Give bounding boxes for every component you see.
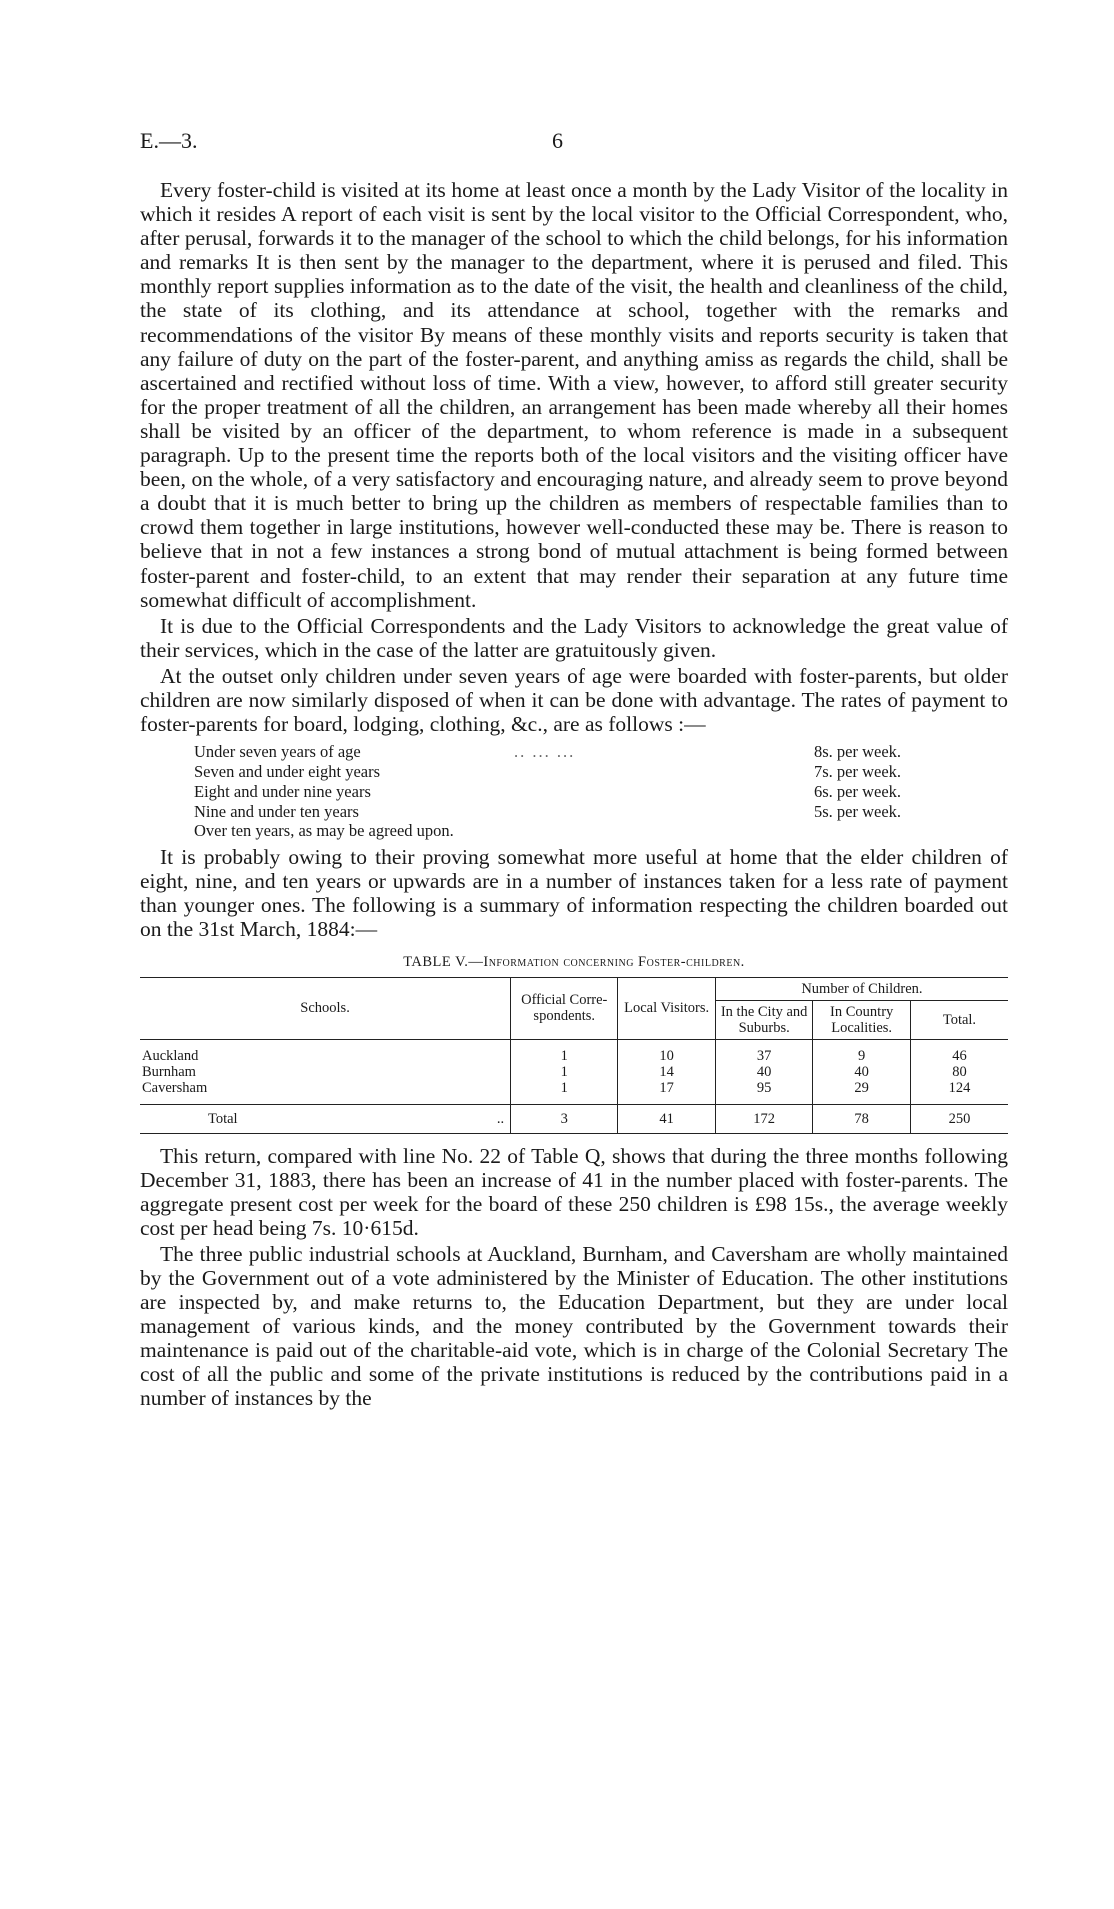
table-title (140, 954, 1008, 971)
cell-city: 40 (715, 1064, 813, 1080)
total-city: 172 (715, 1104, 813, 1133)
rate-age: Eight and under nine years (194, 781, 371, 801)
rate-leader-dots (514, 802, 814, 822)
paragraph-industrial-schools: The three public industrial schools at Auckland, Burnham, and Caversham are wholly maintained by the Government out of a vote administered by the Minister of Education. The other institutions are inspected by, and make returns to, the Education Department, but they are under local management of various kinds, and the money contributed by the Government towards their maintenance is paid out of the charitable-aid vote, which is in charge of the Colonial Secretary The cost of all the public and some of the private institutions is reduced by the contributions paid in a number of instances by the (140, 1241, 1008, 1411)
cell-local: 14 (618, 1064, 716, 1080)
table-title-prefix: TABLE V.— (403, 953, 484, 970)
rate-age: Nine and under ten years (194, 801, 359, 821)
rate-age: Under seven years of age (194, 742, 361, 762)
cell-city: 37 (715, 1039, 813, 1064)
header-total: Total. (910, 1000, 1008, 1039)
cell-local: 17 (618, 1080, 716, 1105)
document-reference: E.—3. (140, 128, 198, 153)
cell-official: 1 (511, 1039, 618, 1064)
cell-school-name: Burnham (142, 1063, 196, 1080)
table-row (140, 1064, 1008, 1080)
header-local-visitors: Local Visitors. (618, 977, 716, 1039)
rate-row (194, 821, 934, 841)
paragraph-summary-intro: It is probably owing to their proving somewhat more useful at home that the elder children of eight, nine, and ten years or upwards are in a number of instances taken for a less rate of payment than younger ones. The following is a summary of information respecting the children boarded out on the 31st March, 1884:— (140, 845, 1008, 942)
total-label: Total (208, 1110, 238, 1127)
rate-amount (814, 821, 934, 841)
paragraph-payment-rates: At the outset only children under seven years of age were boarded with foster-parents, but older children are now similarly disposed of when it can be done with advantage. The rates of payment to foster-parents for board, lodging, clothing, &c., are as follows :— (140, 663, 1008, 737)
rate-row (194, 782, 934, 802)
total-local: 41 (618, 1104, 716, 1133)
paragraph-acknowledgement: It is due to the Official Correspondents and the Lady Visitors to acknowledge the great value of their services, which in the case of the latter are gratuitously given. (140, 613, 1008, 662)
cell-school-name: Auckland (142, 1047, 199, 1064)
cell-country: 29 (813, 1080, 911, 1105)
cell-official: 1 (511, 1064, 618, 1080)
rate-amount: 8s. per week. (814, 742, 902, 762)
rate-amount: 7s. per week. (814, 761, 902, 781)
total-country: 78 (813, 1104, 911, 1133)
header-number-of-children: Number of Children. (715, 977, 1008, 1000)
rate-row (194, 762, 934, 782)
paragraph-return-comparison: This return, compared with line No. 22 of Table Q, shows that during the three months following December 31, 1883, there has been an increase of 41 in the number placed with foster-parents. The aggregate present cost per week for the board of these 250 children is £98 15s., the average weekly cost per head being 7s. 10·615d. (140, 1143, 1008, 1240)
rate-leader-dots: .. ... ... (514, 742, 576, 762)
cell-city: 95 (715, 1080, 813, 1105)
header-official-correspondents: Official Corre-spondents. (511, 977, 618, 1039)
table-title-text: Information concerning Foster-children. (483, 953, 745, 970)
page-body (140, 178, 1008, 1413)
header-city-suburbs: In the City and Suburbs. (715, 1000, 813, 1039)
header-country-localities: In Country Localities. (813, 1000, 911, 1039)
cell-total: 124 (910, 1080, 1008, 1105)
table-row (140, 1080, 1008, 1105)
total-label-cell (140, 1104, 511, 1133)
rate-leader-dots (514, 821, 814, 841)
total-official: 3 (511, 1104, 618, 1133)
rate-row (194, 742, 934, 762)
table-total-row (140, 1104, 1008, 1133)
rate-amount: 5s. per week. (814, 801, 902, 821)
rate-amount: 6s. per week. (814, 781, 902, 801)
total-leader-dots: .. (496, 1110, 505, 1127)
rate-age: Over ten years, as may be agreed upon. (194, 821, 454, 841)
table-row (140, 1039, 1008, 1064)
cell-school-name: Caversham (142, 1079, 208, 1096)
header-schools: Schools. (300, 1000, 350, 1017)
rate-leader-dots (514, 762, 814, 782)
after-table-section (140, 1144, 1008, 1411)
cell-total: 46 (910, 1039, 1008, 1064)
paragraph-foster-visits: Every foster-child is visited at its home at least once a month by the Lady Visitor of the locality in which it resides A report of each visit is sent by the local visitor to the Official Correspondent, who, after perusal, forwards it to the manager of the school to which the child belongs, for his information and remarks It is then sent by the manager to the department, where it is perused and filed. This monthly report supplies information as to the date of the visit, the health and cleanliness of the child, the state of its clothing, and its attendance at school, together with the remarks and recommendations of the visitor By means of these monthly visits and reports security is taken that any failure of duty on the part of the foster-parent, and anything amiss as regards the child, shall be ascertained and rectified without loss of time. With a view, however, to afford still greater security for the proper treatment of all the children, an arrangement has been made whereby all their homes shall be visited by an officer of the department, to whom reference is made in a subsequent paragraph. Up to the present time the reports both of the local visitors and the visiting officer have been, on the whole, of a very satisfactory and encouraging nature, and already seem to prove beyond a doubt that it is much better to bring up the children as members of respectable families than to crowd them together in large institutions, however well-conducted these may be. There is reason to believe that in not a few instances a strong bond of mutual attachment is being formed between foster-parent and foster-child, to an extent that may render their separation at any future time somewhat difficult of accomplishment. (140, 178, 1008, 612)
page-number: 6 (552, 128, 563, 153)
rate-age: Seven and under eight years (194, 761, 381, 781)
total-total: 250 (910, 1104, 1008, 1133)
foster-children-table (140, 977, 1008, 1134)
cell-official: 1 (511, 1080, 618, 1105)
cell-country: 40 (813, 1064, 911, 1080)
cell-country: 9 (813, 1039, 911, 1064)
rate-leader-dots (514, 782, 814, 802)
rates-list (194, 742, 934, 841)
cell-total: 80 (910, 1064, 1008, 1080)
cell-local: 10 (618, 1039, 716, 1064)
rate-row (194, 802, 934, 822)
